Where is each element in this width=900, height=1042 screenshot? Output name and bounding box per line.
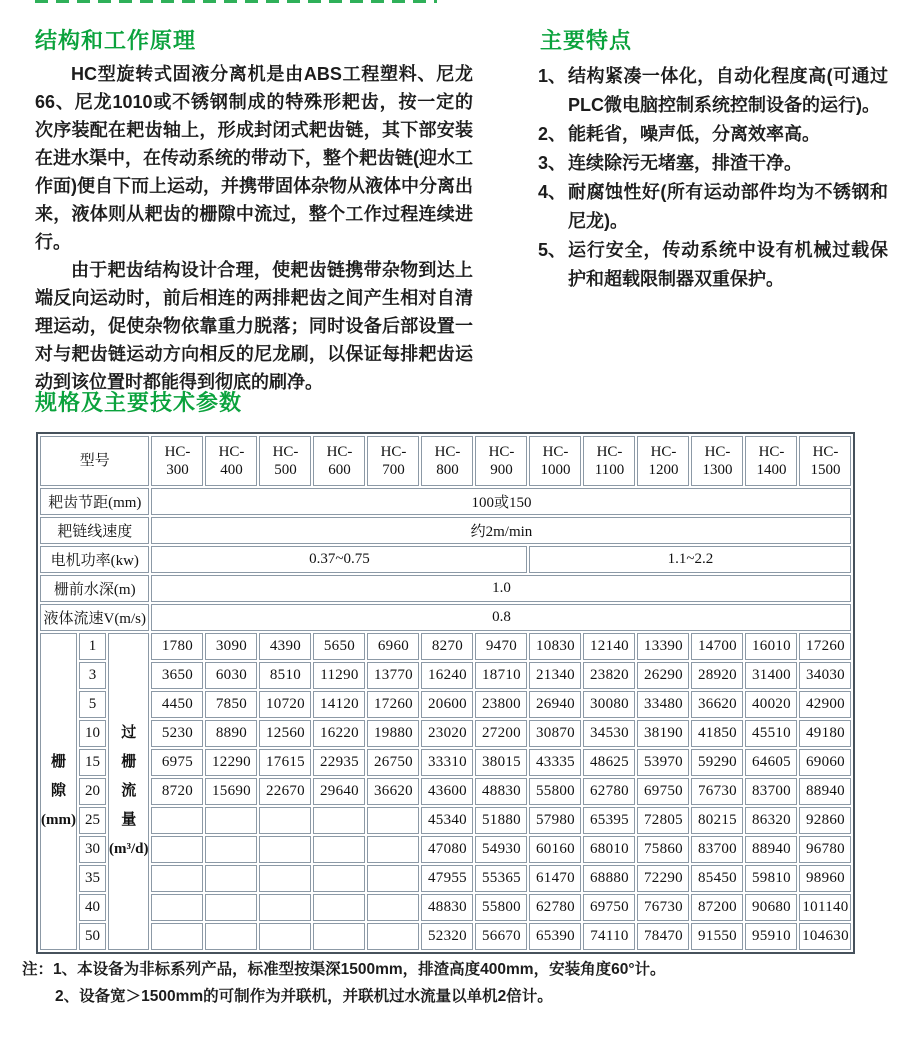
feature-number: 5、 xyxy=(538,240,567,260)
feature-text: 耐腐蚀性好(所有运动部件均为不锈钢和尼龙)。 xyxy=(568,182,888,231)
flow-value-cell: 76730 xyxy=(637,894,689,921)
flow-value-cell: 4450 xyxy=(151,691,203,718)
flow-value-cell: 27200 xyxy=(475,720,527,747)
flow-value-cell: 55365 xyxy=(475,865,527,892)
flow-value-cell xyxy=(259,894,311,921)
flow-value-cell: 3650 xyxy=(151,662,203,689)
flow-value-cell: 65395 xyxy=(583,807,635,834)
flow-value-cell xyxy=(259,836,311,863)
flow-value-cell: 9470 xyxy=(475,633,527,660)
flow-value-cell: 86320 xyxy=(745,807,797,834)
flow-value-cell: 98960 xyxy=(799,865,851,892)
flow-value-cell xyxy=(151,836,203,863)
note-line: 2、设备宽＞1500mm的可制作为并联机，并联机过水流量以单机2倍计。 xyxy=(55,988,553,1005)
flow-value-cell: 33310 xyxy=(421,749,473,776)
feature-item xyxy=(538,149,888,178)
flow-data-row xyxy=(40,720,851,747)
flow-value-cell: 75860 xyxy=(637,836,689,863)
flow-value-cell: 23020 xyxy=(421,720,473,747)
flow-value-cell: 14120 xyxy=(313,691,365,718)
flow-value-cell xyxy=(367,865,419,892)
flow-value-cell: 45510 xyxy=(745,720,797,747)
model-cell: HC- 700 xyxy=(367,436,419,486)
flow-value-cell: 8720 xyxy=(151,778,203,805)
model-cell: HC- 1400 xyxy=(745,436,797,486)
flow-value-cell: 90680 xyxy=(745,894,797,921)
param-label-cell: 液体流速V(m/s) xyxy=(40,604,149,631)
flow-value-cell: 45340 xyxy=(421,807,473,834)
flow-value-cell: 49180 xyxy=(799,720,851,747)
feature-item xyxy=(538,178,888,236)
paragraph: 由于耙齿结构设计合理，使耙齿链携带杂物到达上端反向运动时，前后相连的两排耙齿之间产生相对自清理运动，促使杂物依靠重力脱落；同时设备后部设置一对与耙齿链运动方向相反的尼龙刷，以保证每排耙齿运动到该位置时都能得到彻底的刷净。 xyxy=(35,260,473,392)
flow-value-cell: 69060 xyxy=(799,749,851,776)
spec-table-wrap xyxy=(36,432,855,954)
flow-value-cell: 43600 xyxy=(421,778,473,805)
flow-value-cell: 47955 xyxy=(421,865,473,892)
flow-value-cell: 62780 xyxy=(529,894,581,921)
gap-value-cell: 50 xyxy=(79,923,106,950)
flow-value-cell: 56670 xyxy=(475,923,527,950)
flow-value-cell: 85450 xyxy=(691,865,743,892)
paragraph: HC型旋转式固液分离机是由ABS工程塑料、尼龙66、尼龙1010或不锈钢制成的特殊形耙齿，按一定的次序装配在耙齿轴上，形成封闭式耙齿链，其下部安装在进水渠中，在传动系统的带动下，整个耙齿链(迎水工作面)便自下而上运动，并携带固体杂物从液体中分离出来，液体则从耙齿的栅隙中流过，整个工作过程连续进行。 xyxy=(35,64,473,252)
flow-value-cell: 16220 xyxy=(313,720,365,747)
gap-value-cell: 35 xyxy=(79,865,106,892)
flow-value-cell xyxy=(313,865,365,892)
flow-value-cell: 30080 xyxy=(583,691,635,718)
flow-value-cell: 38015 xyxy=(475,749,527,776)
flow-value-cell: 19880 xyxy=(367,720,419,747)
gap-value-cell: 3 xyxy=(79,662,106,689)
flow-value-cell: 34530 xyxy=(583,720,635,747)
flow-value-cell: 3090 xyxy=(205,633,257,660)
flow-value-cell: 4390 xyxy=(259,633,311,660)
features-list xyxy=(538,62,888,294)
flow-value-cell: 22935 xyxy=(313,749,365,776)
model-cell: HC- 900 xyxy=(475,436,527,486)
flow-value-cell xyxy=(313,923,365,950)
flow-value-cell: 28920 xyxy=(691,662,743,689)
flow-value-cell xyxy=(205,865,257,892)
flow-value-cell: 87200 xyxy=(691,894,743,921)
feature-number: 1、 xyxy=(538,66,567,86)
flow-value-cell: 5650 xyxy=(313,633,365,660)
model-cell: HC- 1100 xyxy=(583,436,635,486)
flow-value-cell xyxy=(313,836,365,863)
flow-value-cell: 59290 xyxy=(691,749,743,776)
model-cell: HC- 1500 xyxy=(799,436,851,486)
flow-value-cell xyxy=(151,807,203,834)
flow-value-cell: 16240 xyxy=(421,662,473,689)
model-header-cell: 型号 xyxy=(40,436,149,486)
param-value-cell: 1.1~2.2 xyxy=(529,546,851,573)
flow-value-cell: 17260 xyxy=(799,633,851,660)
flow-value-cell: 48830 xyxy=(475,778,527,805)
gap-value-cell: 25 xyxy=(79,807,106,834)
flow-value-cell: 101140 xyxy=(799,894,851,921)
flow-value-cell: 6975 xyxy=(151,749,203,776)
flow-value-cell: 10720 xyxy=(259,691,311,718)
flow-value-cell: 17260 xyxy=(367,691,419,718)
flow-value-cell: 26750 xyxy=(367,749,419,776)
flow-value-cell xyxy=(259,865,311,892)
flow-value-cell xyxy=(259,923,311,950)
feature-number: 2、 xyxy=(538,124,567,144)
feature-text: 结构紧凑一体化，自动化程度高(可通过PLC微电脑控制系统控制设备的运行)。 xyxy=(568,66,888,115)
flow-data-row xyxy=(40,865,851,892)
flow-value-cell: 26940 xyxy=(529,691,581,718)
flow-value-cell: 59810 xyxy=(745,865,797,892)
flow-value-cell: 62780 xyxy=(583,778,635,805)
model-cell: HC- 1300 xyxy=(691,436,743,486)
grate-gap-vertical-label: 栅 隙 (mm) xyxy=(40,633,77,950)
param-value-cell: 0.37~0.75 xyxy=(151,546,527,573)
flow-data-row xyxy=(40,778,851,805)
flow-value-cell: 52320 xyxy=(421,923,473,950)
flow-value-cell xyxy=(313,807,365,834)
flow-data-row xyxy=(40,894,851,921)
flow-value-cell: 13770 xyxy=(367,662,419,689)
flow-value-cell: 11290 xyxy=(313,662,365,689)
section-heading-structure: 结构和工作原理 xyxy=(35,28,197,53)
flow-value-cell: 40020 xyxy=(745,691,797,718)
model-cell: HC- 400 xyxy=(205,436,257,486)
flow-value-cell: 38190 xyxy=(637,720,689,747)
gap-value-cell: 30 xyxy=(79,836,106,863)
flow-value-cell: 1780 xyxy=(151,633,203,660)
flow-value-cell: 42900 xyxy=(799,691,851,718)
flow-value-cell: 80215 xyxy=(691,807,743,834)
flow-value-cell: 15690 xyxy=(205,778,257,805)
flow-value-cell xyxy=(151,865,203,892)
structure-paragraphs xyxy=(35,60,473,396)
flow-value-cell xyxy=(367,923,419,950)
flow-value-cell: 51880 xyxy=(475,807,527,834)
param-row xyxy=(40,575,851,602)
flow-value-cell: 96780 xyxy=(799,836,851,863)
flow-value-cell: 65390 xyxy=(529,923,581,950)
flow-value-cell: 48625 xyxy=(583,749,635,776)
flow-value-cell: 23820 xyxy=(583,662,635,689)
flow-value-cell: 69750 xyxy=(637,778,689,805)
flow-value-cell xyxy=(367,836,419,863)
flow-value-cell: 6960 xyxy=(367,633,419,660)
flow-value-cell xyxy=(205,894,257,921)
gap-value-cell: 5 xyxy=(79,691,106,718)
flow-value-cell: 72805 xyxy=(637,807,689,834)
flow-value-cell: 43335 xyxy=(529,749,581,776)
note-line: 注：1、本设备为非标系列产品，标准型按渠深1500mm，排渣高度400mm，安装角度60°计。 xyxy=(22,961,666,978)
flow-data-row xyxy=(40,749,851,776)
param-value-cell: 0.8 xyxy=(151,604,851,631)
flow-value-cell: 33480 xyxy=(637,691,689,718)
model-cell: HC- 500 xyxy=(259,436,311,486)
flow-value-cell: 88940 xyxy=(799,778,851,805)
spec-table xyxy=(36,432,855,954)
flow-value-cell: 13390 xyxy=(637,633,689,660)
gap-value-cell: 40 xyxy=(79,894,106,921)
param-value-cell: 100或150 xyxy=(151,488,851,515)
gap-value-cell: 20 xyxy=(79,778,106,805)
flow-value-cell xyxy=(259,807,311,834)
flow-value-cell: 68880 xyxy=(583,865,635,892)
flow-value-cell xyxy=(205,836,257,863)
param-value-cell: 1.0 xyxy=(151,575,851,602)
feature-item xyxy=(538,236,888,294)
flow-value-cell: 22670 xyxy=(259,778,311,805)
flow-value-cell: 26290 xyxy=(637,662,689,689)
flow-value-cell: 76730 xyxy=(691,778,743,805)
flow-value-cell: 69750 xyxy=(583,894,635,921)
flow-value-cell: 55800 xyxy=(529,778,581,805)
feature-text: 能耗省，噪声低，分离效率高。 xyxy=(568,124,820,144)
flow-value-cell xyxy=(151,923,203,950)
flow-value-cell: 17615 xyxy=(259,749,311,776)
flow-value-cell: 64605 xyxy=(745,749,797,776)
flow-value-cell: 5230 xyxy=(151,720,203,747)
flow-value-cell: 30870 xyxy=(529,720,581,747)
flow-value-cell xyxy=(205,923,257,950)
flow-value-cell: 61470 xyxy=(529,865,581,892)
flow-value-cell: 53970 xyxy=(637,749,689,776)
flow-vertical-label: 过 栅 流 量 (m³/d) xyxy=(108,633,150,950)
flow-value-cell: 47080 xyxy=(421,836,473,863)
flow-value-cell: 14700 xyxy=(691,633,743,660)
gap-value-cell: 10 xyxy=(79,720,106,747)
flow-value-cell: 57980 xyxy=(529,807,581,834)
feature-text: 连续除污无堵塞，排渣干净。 xyxy=(568,153,802,173)
flow-value-cell xyxy=(205,807,257,834)
cropped-text-strip xyxy=(35,0,437,3)
flow-value-cell: 88940 xyxy=(745,836,797,863)
flow-value-cell xyxy=(367,807,419,834)
model-cell: HC- 1200 xyxy=(637,436,689,486)
param-label-cell: 栅前水深(m) xyxy=(40,575,149,602)
param-row xyxy=(40,517,851,544)
model-cell: HC- 300 xyxy=(151,436,203,486)
flow-value-cell: 29640 xyxy=(313,778,365,805)
param-label-cell: 电机功率(kw) xyxy=(40,546,149,573)
flow-value-cell: 60160 xyxy=(529,836,581,863)
flow-value-cell: 36620 xyxy=(367,778,419,805)
flow-value-cell: 8270 xyxy=(421,633,473,660)
flow-value-cell: 95910 xyxy=(745,923,797,950)
flow-value-cell: 74110 xyxy=(583,923,635,950)
flow-value-cell xyxy=(313,894,365,921)
flow-value-cell: 104630 xyxy=(799,923,851,950)
flow-value-cell: 23800 xyxy=(475,691,527,718)
flow-data-row xyxy=(40,633,851,660)
flow-value-cell: 18710 xyxy=(475,662,527,689)
flow-value-cell: 8510 xyxy=(259,662,311,689)
gap-value-cell: 1 xyxy=(79,633,106,660)
feature-text: 运行安全，传动系统中设有机械过载保护和超载限制器双重保护。 xyxy=(568,240,888,289)
flow-value-cell: 16010 xyxy=(745,633,797,660)
flow-value-cell: 36620 xyxy=(691,691,743,718)
table-header-row xyxy=(40,436,851,486)
flow-value-cell: 72290 xyxy=(637,865,689,892)
notes-block xyxy=(22,956,882,1010)
flow-value-cell: 12140 xyxy=(583,633,635,660)
flow-data-row xyxy=(40,923,851,950)
flow-value-cell: 41850 xyxy=(691,720,743,747)
flow-value-cell: 34030 xyxy=(799,662,851,689)
flow-value-cell: 83700 xyxy=(691,836,743,863)
flow-value-cell: 10830 xyxy=(529,633,581,660)
flow-value-cell: 48830 xyxy=(421,894,473,921)
param-label-cell: 耙齿节距(mm) xyxy=(40,488,149,515)
param-row xyxy=(40,546,851,573)
flow-value-cell: 92860 xyxy=(799,807,851,834)
flow-value-cell: 31400 xyxy=(745,662,797,689)
flow-data-row xyxy=(40,691,851,718)
param-row xyxy=(40,488,851,515)
flow-value-cell: 68010 xyxy=(583,836,635,863)
flow-data-row xyxy=(40,807,851,834)
model-cell: HC- 600 xyxy=(313,436,365,486)
flow-value-cell: 12290 xyxy=(205,749,257,776)
flow-value-cell: 8890 xyxy=(205,720,257,747)
flow-value-cell xyxy=(367,894,419,921)
param-value-cell: 约2m/min xyxy=(151,517,851,544)
flow-value-cell: 6030 xyxy=(205,662,257,689)
flow-value-cell: 55800 xyxy=(475,894,527,921)
flow-data-row xyxy=(40,836,851,863)
flow-value-cell: 91550 xyxy=(691,923,743,950)
model-cell: HC- 800 xyxy=(421,436,473,486)
flow-data-row xyxy=(40,662,851,689)
section-heading-features: 主要特点 xyxy=(540,28,633,53)
flow-value-cell: 20600 xyxy=(421,691,473,718)
feature-number: 4、 xyxy=(538,182,567,202)
flow-value-cell: 12560 xyxy=(259,720,311,747)
section-heading-specs: 规格及主要技术参数 xyxy=(35,390,243,415)
flow-value-cell: 54930 xyxy=(475,836,527,863)
flow-value-cell xyxy=(151,894,203,921)
param-row xyxy=(40,604,851,631)
feature-item xyxy=(538,62,888,120)
flow-value-cell: 83700 xyxy=(745,778,797,805)
flow-value-cell: 7850 xyxy=(205,691,257,718)
flow-value-cell: 21340 xyxy=(529,662,581,689)
flow-value-cell: 78470 xyxy=(637,923,689,950)
param-label-cell: 耙链线速度 xyxy=(40,517,149,544)
feature-number: 3、 xyxy=(538,153,567,173)
model-cell: HC- 1000 xyxy=(529,436,581,486)
feature-item xyxy=(538,120,888,149)
gap-value-cell: 15 xyxy=(79,749,106,776)
